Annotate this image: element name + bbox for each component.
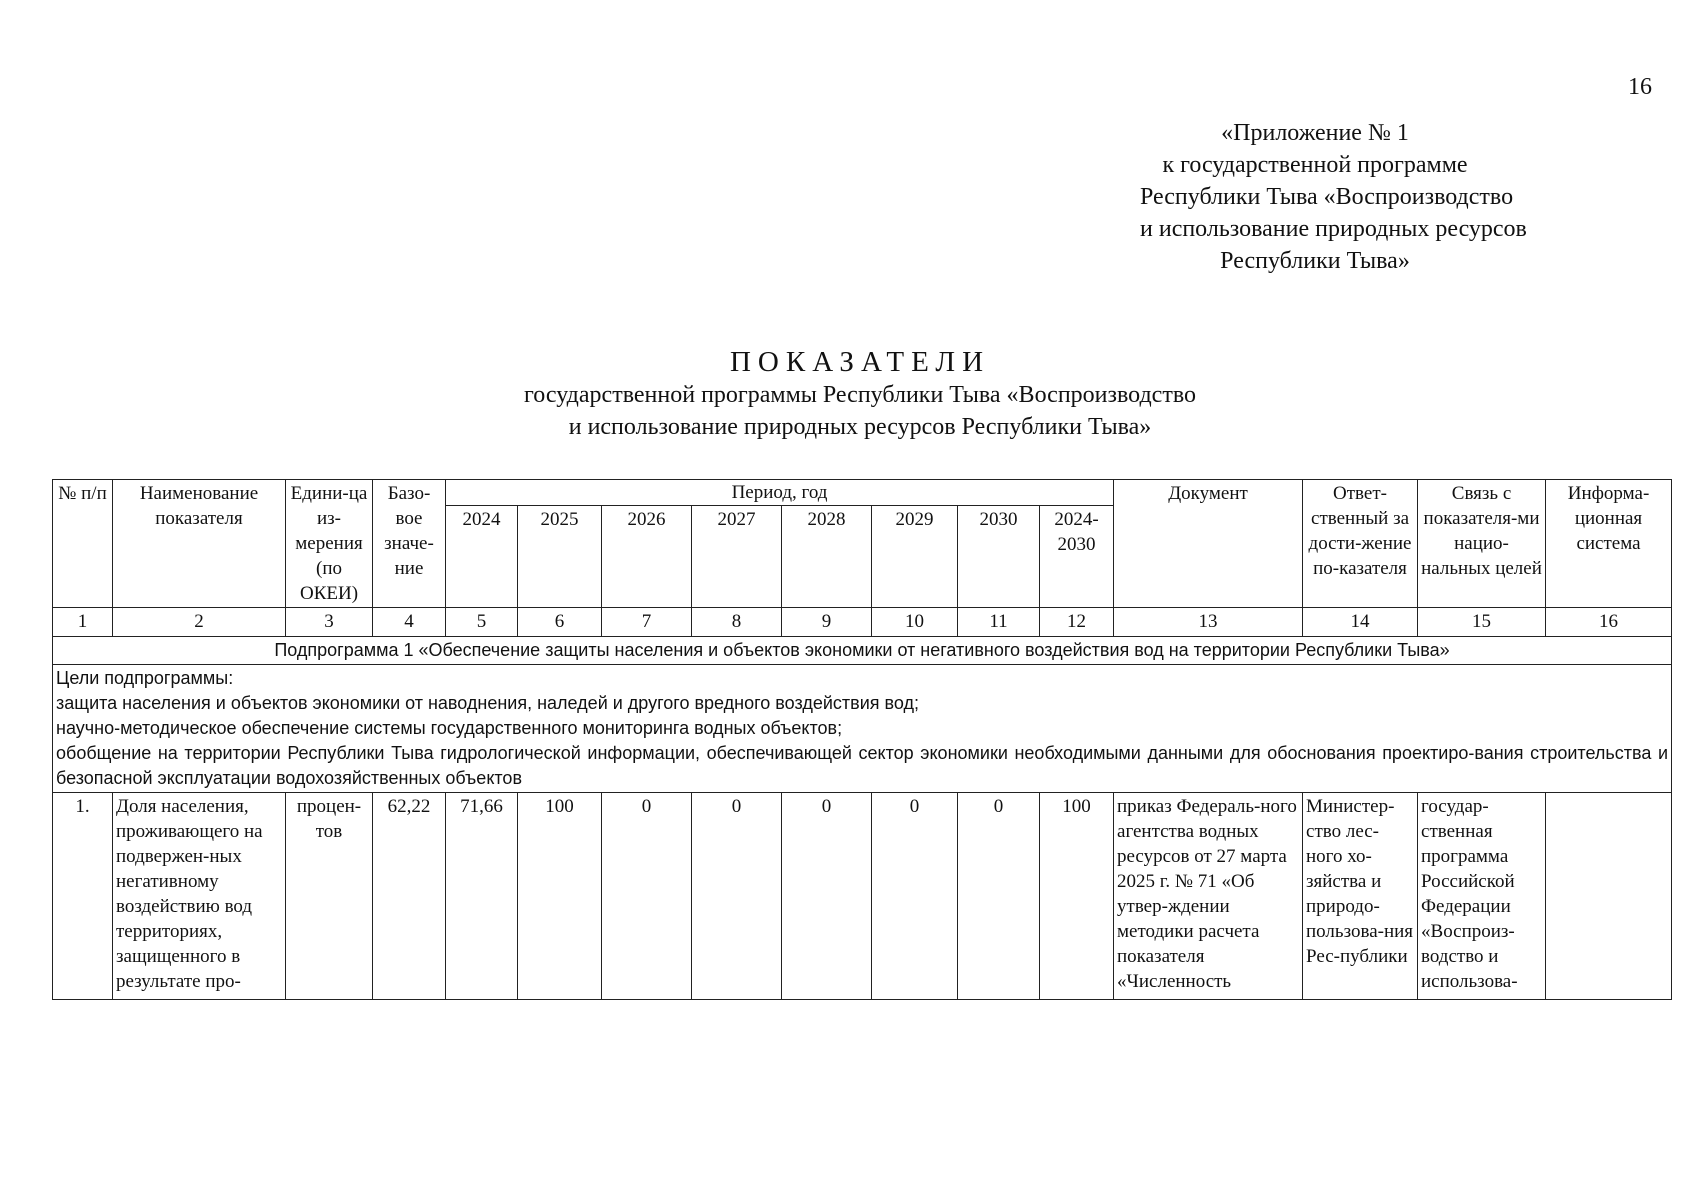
- header-year: 2024: [446, 506, 518, 608]
- appendix-line: Республики Тыва «Воспроизводство: [1140, 184, 1514, 210]
- document-subtitle-line: и использование природных ресурсов Республики Тыва»: [568, 414, 1152, 440]
- column-number: 11: [958, 608, 1040, 637]
- header-base: Базо-вое значе-ние: [373, 480, 446, 608]
- goals-heading: Цели подпрограммы:: [56, 668, 234, 688]
- row-unit: процен-тов: [286, 793, 373, 1000]
- row-name: Доля населения, проживающего на подвержен-ных негативному воздействию вод территориях, защищенного в результате про-: [113, 793, 286, 1000]
- header-name: Наименование показателя: [113, 480, 286, 608]
- row-value: 0: [872, 793, 958, 1000]
- goal-item: научно-методическое обеспечение системы государственного мониторинга водных объектов;: [56, 718, 843, 738]
- appendix-line: «Приложение № 1: [1221, 120, 1409, 146]
- column-number: 9: [782, 608, 872, 637]
- row-value: 100: [518, 793, 602, 1000]
- header-infosystem: Информа-ционная система: [1546, 480, 1672, 608]
- header-year: 2025: [518, 506, 602, 608]
- header-unit: Едини-ца из-мерения (по ОКЕИ): [286, 480, 373, 608]
- column-number: 4: [373, 608, 446, 637]
- column-number: 2: [113, 608, 286, 637]
- column-number: 6: [518, 608, 602, 637]
- page-number: 16: [1628, 74, 1652, 100]
- row-value: 0: [958, 793, 1040, 1000]
- header-year: 2027: [692, 506, 782, 608]
- column-number: 12: [1040, 608, 1114, 637]
- appendix-header: [1140, 117, 1527, 277]
- row-value: 0: [602, 793, 692, 1000]
- appendix-line: Республики Тыва»: [1220, 248, 1410, 274]
- header-document: Документ: [1114, 480, 1303, 608]
- row-value: 71,66: [446, 793, 518, 1000]
- header-year: 2026: [602, 506, 692, 608]
- column-number: 10: [872, 608, 958, 637]
- document-title-block: [380, 345, 1340, 443]
- column-number: 16: [1546, 608, 1672, 637]
- subprogram-title: Подпрограмма 1 «Обеспечение защиты населения и объектов экономики от негативного воздействия вод на территории Республики Тыва»: [53, 637, 1672, 665]
- goal-item: защита населения и объектов экономики от наводнения, наледей и другого вредного воздействия вод;: [56, 693, 919, 713]
- row-base: 62,22: [373, 793, 446, 1000]
- row-value: 0: [782, 793, 872, 1000]
- row-value: 100: [1040, 793, 1114, 1000]
- row-value: 0: [692, 793, 782, 1000]
- column-number: 14: [1303, 608, 1418, 637]
- header-year: 2028: [782, 506, 872, 608]
- column-number: 7: [602, 608, 692, 637]
- column-number: 3: [286, 608, 373, 637]
- table-row: [53, 793, 1672, 1000]
- row-document: приказ Федераль-ного агентства водных ресурсов от 27 марта 2025 г. № 71 «Об утвер-ждении методики расчета показателя «Численность: [1114, 793, 1303, 1000]
- indicators-table: [52, 479, 1672, 1000]
- header-period: Период, год: [446, 480, 1114, 506]
- column-number: 8: [692, 608, 782, 637]
- goal-item: обобщение на территории Республики Тыва гидрологической информации, обеспечивающей сектор экономики необходимыми данными для обоснования проектиро-вания строительства и безопасной эксплуатации водохозяйственных объектов: [56, 743, 1669, 788]
- header-num: № п/п: [53, 480, 113, 608]
- row-infosystem: [1546, 793, 1672, 1000]
- column-number: 13: [1114, 608, 1303, 637]
- document-title: ПОКАЗАТЕЛИ: [729, 346, 991, 378]
- row-responsible: Министер-ство лес-ного хо-зяйства и природо-пользова-ния Рес-публики: [1303, 793, 1418, 1000]
- header-year: 2030: [958, 506, 1040, 608]
- header-link: Связь с показателя-ми нацио-нальных целей: [1418, 480, 1546, 608]
- header-responsible: Ответ-ственный за дости-жение по-казателя: [1303, 480, 1418, 608]
- column-numbers-row: [53, 608, 1672, 637]
- column-number: 15: [1418, 608, 1546, 637]
- appendix-line: и использование природных ресурсов: [1140, 216, 1527, 242]
- row-num: 1.: [53, 793, 113, 1000]
- document-subtitle-line: государственной программы Республики Тыва «Воспроизводство: [524, 382, 1196, 408]
- subprogram-goals: [53, 665, 1672, 793]
- column-number: 5: [446, 608, 518, 637]
- row-link: государ-ственная программа Российской Федерации «Воспроиз-водство и использова-: [1418, 793, 1546, 1000]
- column-number: 1: [53, 608, 113, 637]
- appendix-line: к государственной программе: [1162, 152, 1468, 178]
- header-year-range: 2024-2030: [1040, 506, 1114, 608]
- header-year: 2029: [872, 506, 958, 608]
